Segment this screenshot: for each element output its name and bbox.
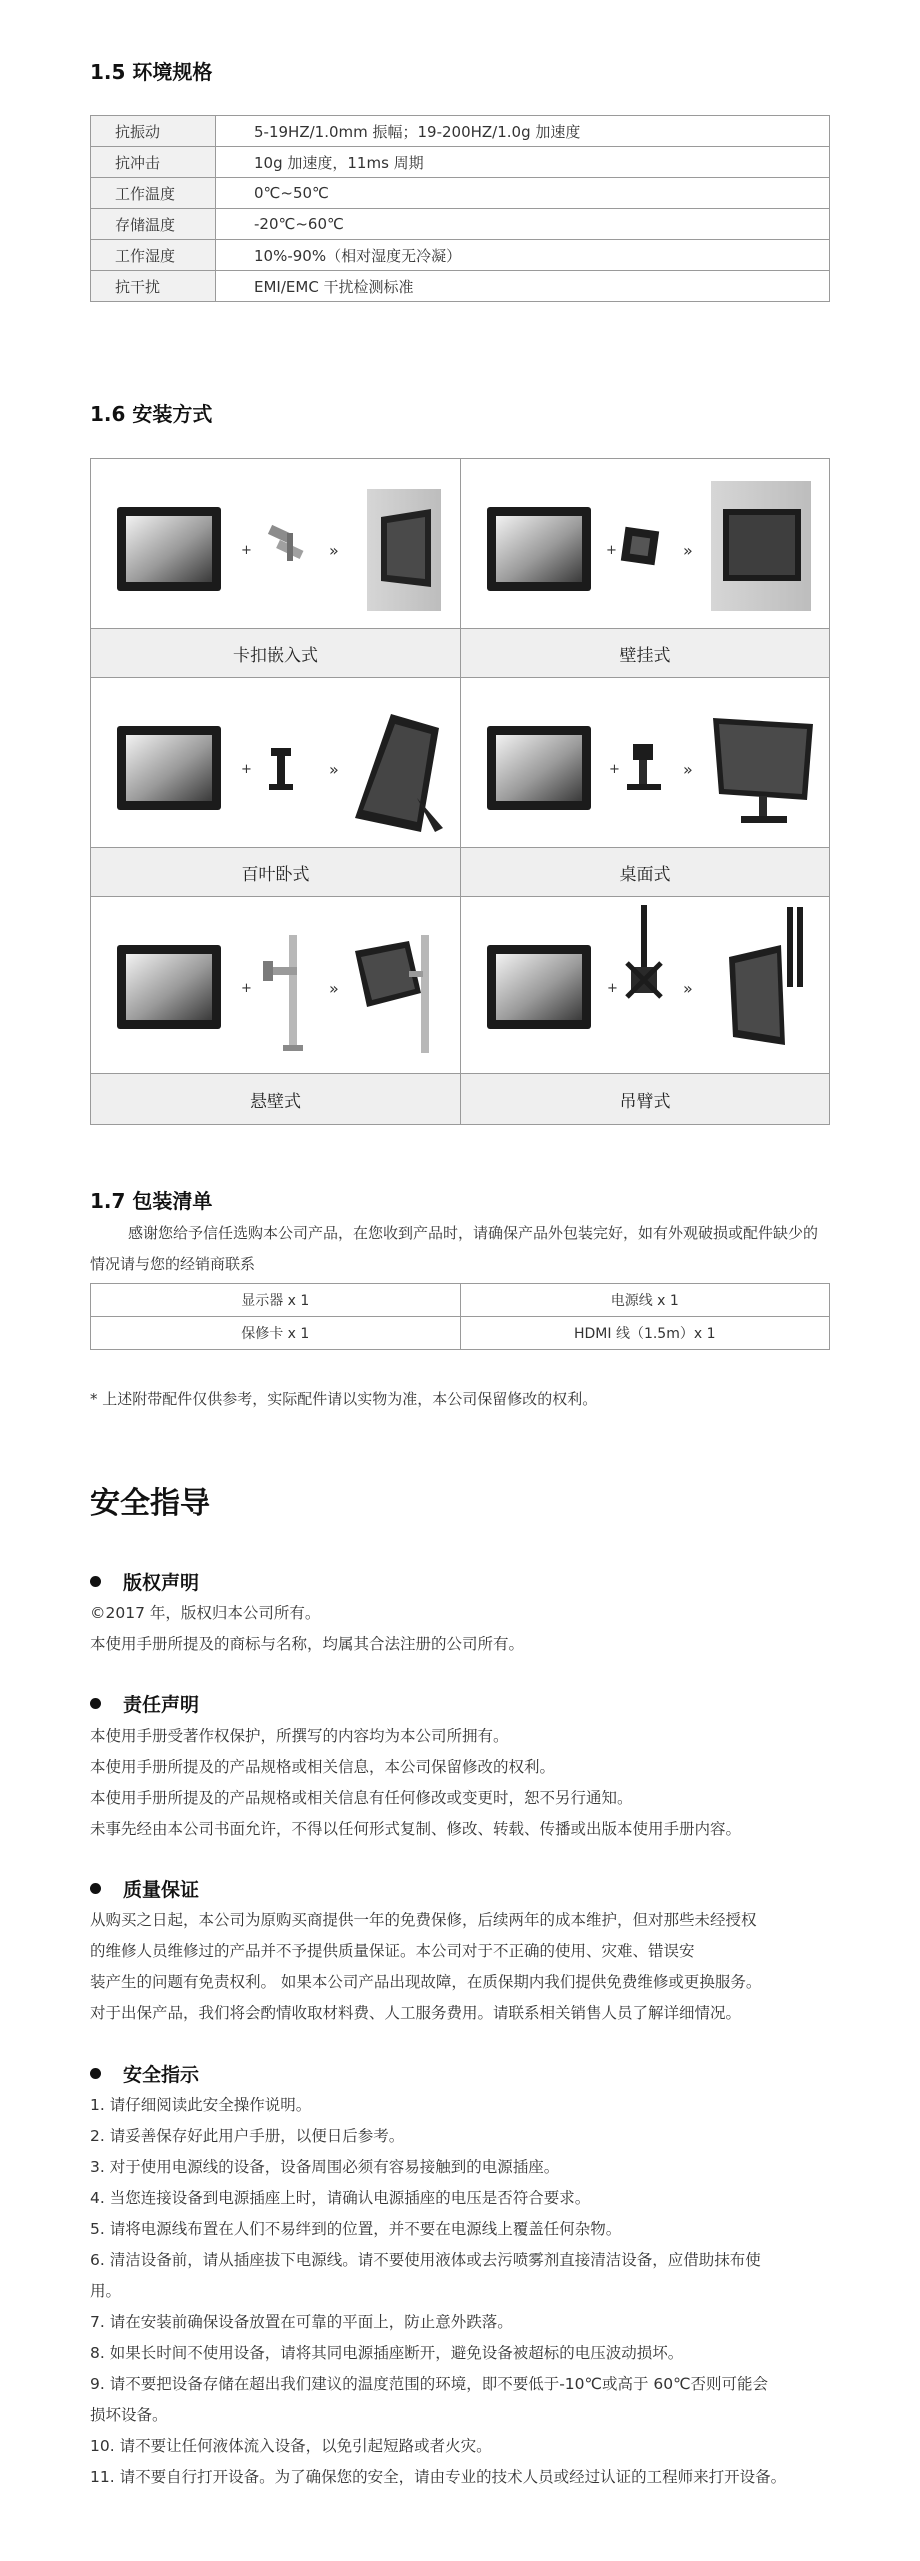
desktop-illustration xyxy=(461,678,829,848)
table-row xyxy=(91,116,830,147)
body-line: 本使用手册所提及的产品规格或相关信息，本公司保留修改的权利。 xyxy=(90,1758,556,1776)
table-row xyxy=(91,1317,830,1350)
install-item-arm xyxy=(91,897,460,1124)
pack-cell: 保修卡 x 1 xyxy=(91,1317,461,1350)
instruction-line: 1. 请仔细阅读此安全操作说明。 xyxy=(90,2096,312,2114)
arrow-icon: » xyxy=(329,979,339,998)
env-key: 工作湿度 xyxy=(91,240,216,271)
pack-table xyxy=(90,1283,830,1350)
env-key: 工作温度 xyxy=(91,178,216,209)
env-section-title: 1.5 环境规格 xyxy=(90,60,213,84)
pack-intro: 感谢您给予信任选购本公司产品，在您收到产品时，请确保产品外包装完好，如有外观破损或配件缺少的情况请与您的经销商联系 xyxy=(90,1224,819,1273)
wall-mounted-monitor-icon xyxy=(711,481,811,611)
install-section-title: 1.6 安装方式 xyxy=(90,402,213,426)
instruction-line: 5. 请将电源线布置在人们不易绊到的位置，并不要在电源线上覆盖任何杂物。 xyxy=(90,2220,622,2238)
body-line: 装产生的问题有免责权利。 如果本公司产品出现故障，在质保期内我们提供免费维修或更换服务。 xyxy=(90,1973,762,1991)
ceiling-mount-icon xyxy=(627,905,661,997)
desk-stand-icon xyxy=(627,744,661,790)
body-line: 本使用手册所提及的商标与名称，均属其合法注册的公司所有。 xyxy=(90,1635,525,1653)
bullet-icon xyxy=(90,1883,101,1894)
ceiling-illustration xyxy=(461,897,829,1075)
instruction-line: 8. 如果长时间不使用设备，请将其同电源插座断开，避免设备被超标的电压波动损坏。 xyxy=(90,2344,684,2362)
liability-body xyxy=(90,1721,830,1845)
stand-bracket-icon xyxy=(269,748,293,790)
arrow-icon: » xyxy=(683,760,693,779)
bullet-icon xyxy=(90,1576,101,1587)
body-line: 从购买之日起，本公司为原购买商提供一年的免费保修，后续两年的成本维护，但对那些未经授权 xyxy=(90,1911,757,1929)
plus-sign: + xyxy=(607,981,618,996)
plus-sign: + xyxy=(241,981,252,996)
safety-title: 安全指导 xyxy=(90,1486,210,1521)
bullet-icon xyxy=(90,2068,101,2079)
instruction-line: 6. 清洁设备前，请从插座拔下电源线。请不要使用液体或去污喷雾剂直接清洁设备，应借助抹布使 xyxy=(90,2251,761,2269)
arrow-icon: » xyxy=(329,760,339,779)
install-item-wall xyxy=(461,459,829,677)
table-row xyxy=(91,147,830,178)
plus-sign: + xyxy=(241,543,252,558)
install-grid xyxy=(90,458,830,1125)
warranty-body xyxy=(90,1905,830,2029)
install-label: 桌面式 xyxy=(461,847,829,896)
wall-illustration xyxy=(461,459,829,629)
liability-heading xyxy=(90,1690,199,1717)
arm-mount-icon xyxy=(263,935,303,1051)
plus-sign: + xyxy=(606,543,617,558)
arrow-icon: » xyxy=(683,979,693,998)
instruction-line: 3. 对于使用电源线的设备，设备周围必须有容易接触到的电源插座。 xyxy=(90,2158,560,2176)
instruction-line: 2. 请妥善保存好此用户手册，以便日后参考。 xyxy=(90,2127,405,2145)
env-key: 抗振动 xyxy=(91,116,216,147)
snap-in-illustration xyxy=(91,459,460,629)
body-line: 本使用手册受著作权保护，所撰写的内容均为本公司所拥有。 xyxy=(90,1727,509,1745)
table-row xyxy=(91,1284,830,1317)
instructions-body xyxy=(90,2090,830,2493)
install-label: 卡扣嵌入式 xyxy=(91,628,460,677)
env-key: 抗冲击 xyxy=(91,147,216,178)
arm-illustration xyxy=(91,897,460,1075)
vesa-bracket-icon xyxy=(621,527,659,565)
pack-note: * 上述附带配件仅供参考，实际配件请以实物为准，本公司保留修改的权利。 xyxy=(90,1390,598,1408)
body-line: 未事先经由本公司书面允许，不得以任何形式复制、修改、转载、传播或出版本使用手册内容。 xyxy=(90,1820,742,1838)
instruction-line: 用。 xyxy=(90,2282,122,2300)
pack-cell: 显示器 x 1 xyxy=(91,1284,461,1317)
arrow-icon: » xyxy=(329,541,339,560)
louver-illustration xyxy=(91,678,460,848)
install-item-ceiling xyxy=(461,897,829,1124)
instruction-line: 7. 请在安装前确保设备放置在可靠的平面上，防止意外跌落。 xyxy=(90,2313,513,2331)
env-value: EMI/EMC 干扰检测标准 xyxy=(216,271,830,302)
copyright-body xyxy=(90,1598,830,1660)
body-line: 本使用手册所提及的产品规格或相关信息有任何修改或变更时，恕不另行通知。 xyxy=(90,1789,633,1807)
plus-sign: + xyxy=(609,762,620,777)
pack-cell: 电源线 x 1 xyxy=(460,1284,830,1317)
table-row xyxy=(91,271,830,302)
warranty-heading xyxy=(90,1875,199,1902)
wall-mounted-monitor-icon xyxy=(367,489,441,611)
arrow-icon: » xyxy=(683,541,693,560)
ceiling-monitor-icon xyxy=(729,907,803,1045)
env-key: 存储温度 xyxy=(91,209,216,240)
env-value: 0℃~50℃ xyxy=(216,178,830,209)
copyright-heading xyxy=(90,1568,199,1595)
install-label: 悬壁式 xyxy=(91,1073,460,1124)
arm-monitor-icon xyxy=(355,935,429,1053)
env-spec-table xyxy=(90,115,830,302)
install-item-desktop xyxy=(461,678,829,896)
env-value: -20℃~60℃ xyxy=(216,209,830,240)
install-label: 壁挂式 xyxy=(461,628,829,677)
body-line: 对于出保产品，我们将会酌情收取材料费、人工服务费用。请联系相关销售人员了解详细情况。 xyxy=(90,2004,742,2022)
liability-heading-text: 责任声明 xyxy=(123,1694,200,1716)
env-key: 抗干扰 xyxy=(91,271,216,302)
env-value: 10g 加速度，11ms 周期 xyxy=(216,147,830,178)
pack-cell: HDMI 线（1.5m）x 1 xyxy=(460,1317,830,1350)
install-item-louver xyxy=(91,678,460,896)
instruction-line: 4. 当您连接设备到电源插座上时，请确认电源插座的电压是否符合要求。 xyxy=(90,2189,591,2207)
desk-monitor-icon xyxy=(713,718,813,823)
instructions-heading-text: 安全指示 xyxy=(123,2064,200,2086)
env-value: 10%-90%（相对湿度无冷凝） xyxy=(216,240,830,271)
clip-bracket-icon xyxy=(268,525,304,561)
copyright-heading-text: 版权声明 xyxy=(123,1572,200,1594)
instruction-line: 10. 请不要让任何液体流入设备，以免引起短路或者火灾。 xyxy=(90,2437,492,2455)
table-row xyxy=(91,209,830,240)
instruction-line: 11. 请不要自行打开设备。为了确保您的安全，请由专业的技术人员或经过认证的工程师来打开设备。 xyxy=(90,2468,787,2486)
install-label: 百叶卧式 xyxy=(91,847,460,896)
instructions-heading xyxy=(90,2060,199,2087)
table-row xyxy=(91,240,830,271)
bullet-icon xyxy=(90,1698,101,1709)
pack-section-title: 1.7 包装清单 xyxy=(90,1189,213,1213)
plus-sign: + xyxy=(241,762,252,777)
table-row xyxy=(91,178,830,209)
env-value: 5-19HZ/1.0mm 振幅；19-200HZ/1.0g 加速度 xyxy=(216,116,830,147)
instruction-line: 9. 请不要把设备存储在超出我们建议的温度范围的环境，即不要低于-10℃或高于 60℃否则可能会 xyxy=(90,2375,768,2393)
install-label: 吊臂式 xyxy=(461,1073,829,1124)
instruction-line: 损坏设备。 xyxy=(90,2406,168,2424)
tilted-monitor-icon xyxy=(355,714,443,832)
body-line: 的维修人员维修过的产品并不予提供质量保证。本公司对于不正确的使用、灾难、错误安 xyxy=(90,1942,695,1960)
warranty-heading-text: 质量保证 xyxy=(123,1879,200,1901)
body-line: ©2017 年，版权归本公司所有。 xyxy=(90,1604,321,1622)
install-item-snap-in xyxy=(91,459,460,677)
